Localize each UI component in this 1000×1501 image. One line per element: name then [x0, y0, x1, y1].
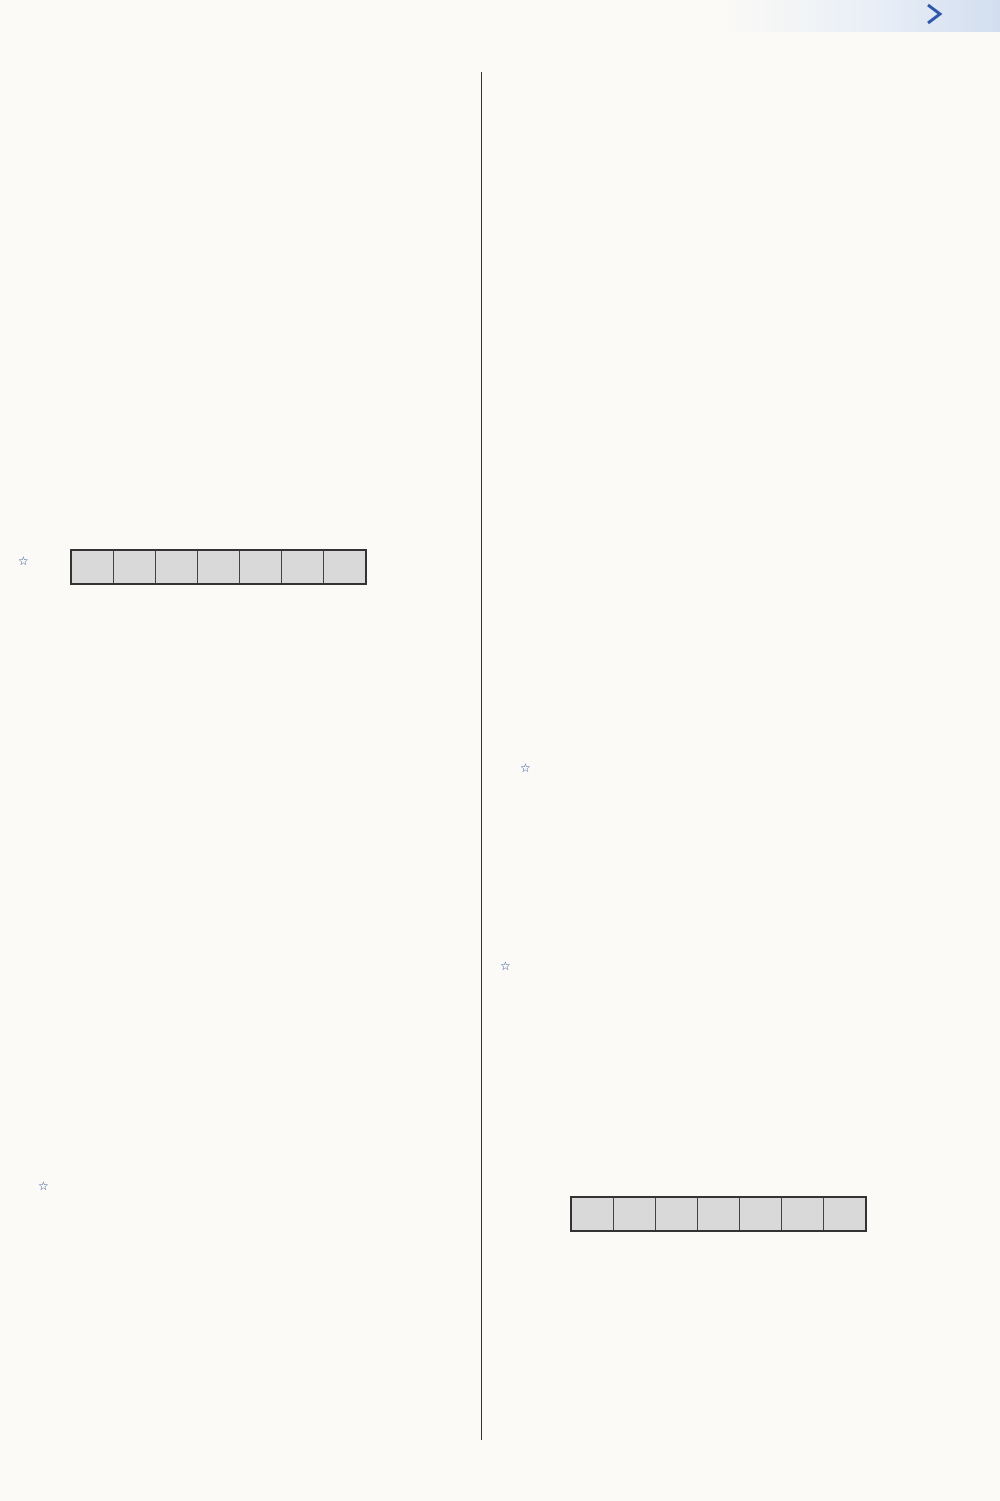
calendar-header: [240, 550, 282, 584]
calendar-header: [740, 1197, 782, 1231]
calendar-header-row: [71, 550, 366, 584]
chevron-right-icon: [924, 2, 948, 26]
answer-text: [38, 1175, 49, 1197]
calendar-header: [614, 1197, 656, 1231]
column-divider: [481, 72, 482, 1440]
star-icon: ☆: [38, 1179, 49, 1193]
calendar-header: [698, 1197, 740, 1231]
calendar-header: [782, 1197, 824, 1231]
star-icon: ☆: [520, 761, 531, 775]
calendar-header: [571, 1197, 614, 1231]
calendar-header: [156, 550, 198, 584]
calendar-header-row: [571, 1197, 866, 1231]
activity-calendar-table: [570, 1196, 867, 1232]
calendar-table: [70, 549, 367, 585]
answer-text: [520, 757, 531, 779]
star-icon: ☆: [18, 554, 29, 568]
calendar-header: [71, 550, 114, 584]
header-bar: [0, 0, 1000, 32]
calendar-header: [114, 550, 156, 584]
question-line: [18, 550, 29, 572]
calendar-header: [324, 550, 367, 584]
calendar-header: [198, 550, 240, 584]
calendar-header: [824, 1197, 867, 1231]
star-icon: ☆: [500, 959, 511, 973]
question-line: [500, 955, 511, 977]
calendar-header: [282, 550, 324, 584]
calendar-header: [656, 1197, 698, 1231]
